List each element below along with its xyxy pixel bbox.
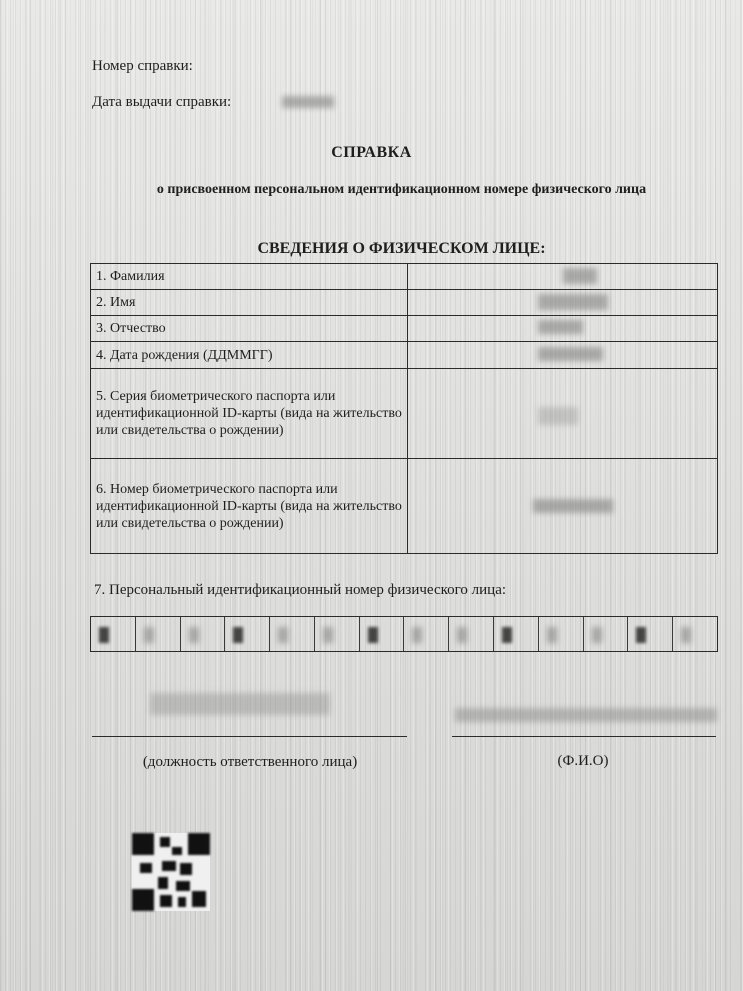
row-label-surname: 1. Фамилия (91, 264, 408, 290)
pin-cell (181, 617, 226, 651)
qr-module (178, 897, 186, 907)
qr-module (132, 833, 154, 855)
document-subtitle: о присвоенном персональном идентификационном номере физического лица (156, 182, 647, 197)
position-value-redacted (150, 693, 330, 715)
row-value-birth-date-redacted (408, 342, 718, 369)
table-row (91, 459, 718, 554)
pin-digit-redacted (681, 627, 691, 643)
fio-value-redacted (455, 708, 717, 722)
qr-module (180, 863, 192, 875)
pin-cell (494, 617, 539, 651)
pin-label: 7. Персональный идентификационный номер физического лица: (94, 582, 507, 598)
qr-module (188, 833, 210, 855)
position-signature-line (92, 736, 407, 737)
pin-digit-redacted (636, 627, 646, 643)
pin-cell (315, 617, 360, 651)
table-row (91, 342, 718, 369)
qr-module (132, 889, 154, 911)
pin-cell (360, 617, 405, 651)
row-label-birth-date: 4. Дата рождения (ДДММГГ) (91, 342, 408, 369)
pin-cell (270, 617, 315, 651)
table-row (91, 264, 718, 290)
pin-digit-redacted (592, 627, 602, 643)
qr-code-redacted (132, 833, 210, 911)
row-label-patronymic: 3. Отчество (91, 316, 408, 342)
pin-digit-redacted (412, 627, 422, 643)
row-label-passport-series: 5. Серия биометрического паспорта или идентификационной ID-карты (вида на жительство или свидетельства о рождении) (91, 369, 408, 459)
pin-cells-row (90, 616, 718, 652)
pin-cell (225, 617, 270, 651)
qr-module (160, 837, 170, 847)
pin-cell (584, 617, 629, 651)
table-row (91, 316, 718, 342)
pin-digit-redacted (457, 627, 467, 643)
row-value-passport-number-redacted (408, 459, 718, 554)
table-row (91, 369, 718, 459)
qr-module (162, 861, 176, 871)
certificate-number-label: Номер справки: (92, 58, 193, 74)
row-value-patronymic-redacted (408, 316, 718, 342)
pin-cell (404, 617, 449, 651)
pin-digit-redacted (278, 627, 288, 643)
pin-digit-redacted (144, 627, 154, 643)
section-heading: СВЕДЕНИЯ О ФИЗИЧЕСКОМ ЛИЦЕ: (257, 240, 546, 257)
pin-cell (136, 617, 181, 651)
issue-date-label: Дата выдачи справки: (92, 94, 232, 110)
pin-cell (539, 617, 584, 651)
qr-module (140, 863, 152, 873)
issue-date-redacted (282, 96, 334, 108)
qr-module (160, 895, 172, 907)
pin-digit-redacted (189, 627, 199, 643)
personal-info-table (90, 263, 718, 554)
pin-digit-redacted (99, 627, 109, 643)
qr-module (192, 891, 206, 907)
pin-cell (449, 617, 494, 651)
pin-digit-redacted (323, 627, 333, 643)
row-label-name: 2. Имя (91, 290, 408, 316)
row-label-passport-number: 6. Номер биометрического паспорта или идентификационной ID-карты (вида на жительство или свидетельства о рождении) (91, 459, 408, 554)
pin-digit-redacted (547, 627, 557, 643)
qr-module (158, 877, 168, 889)
row-value-passport-series-redacted (408, 369, 718, 459)
qr-module (176, 881, 190, 891)
document-title: СПРАВКА (331, 144, 412, 161)
qr-module (172, 847, 182, 855)
position-caption: (должность ответственного лица) (142, 754, 358, 770)
pin-digit-redacted (502, 627, 512, 643)
pin-cell (628, 617, 673, 651)
pin-digit-redacted (368, 627, 378, 643)
row-value-name-redacted (408, 290, 718, 316)
pin-digit-redacted (233, 627, 243, 643)
table-row (91, 290, 718, 316)
fio-caption: (Ф.И.О) (557, 753, 609, 769)
fio-signature-line (452, 736, 716, 737)
row-value-surname-redacted (408, 264, 718, 290)
pin-cell (91, 617, 136, 651)
pin-cell (673, 617, 717, 651)
